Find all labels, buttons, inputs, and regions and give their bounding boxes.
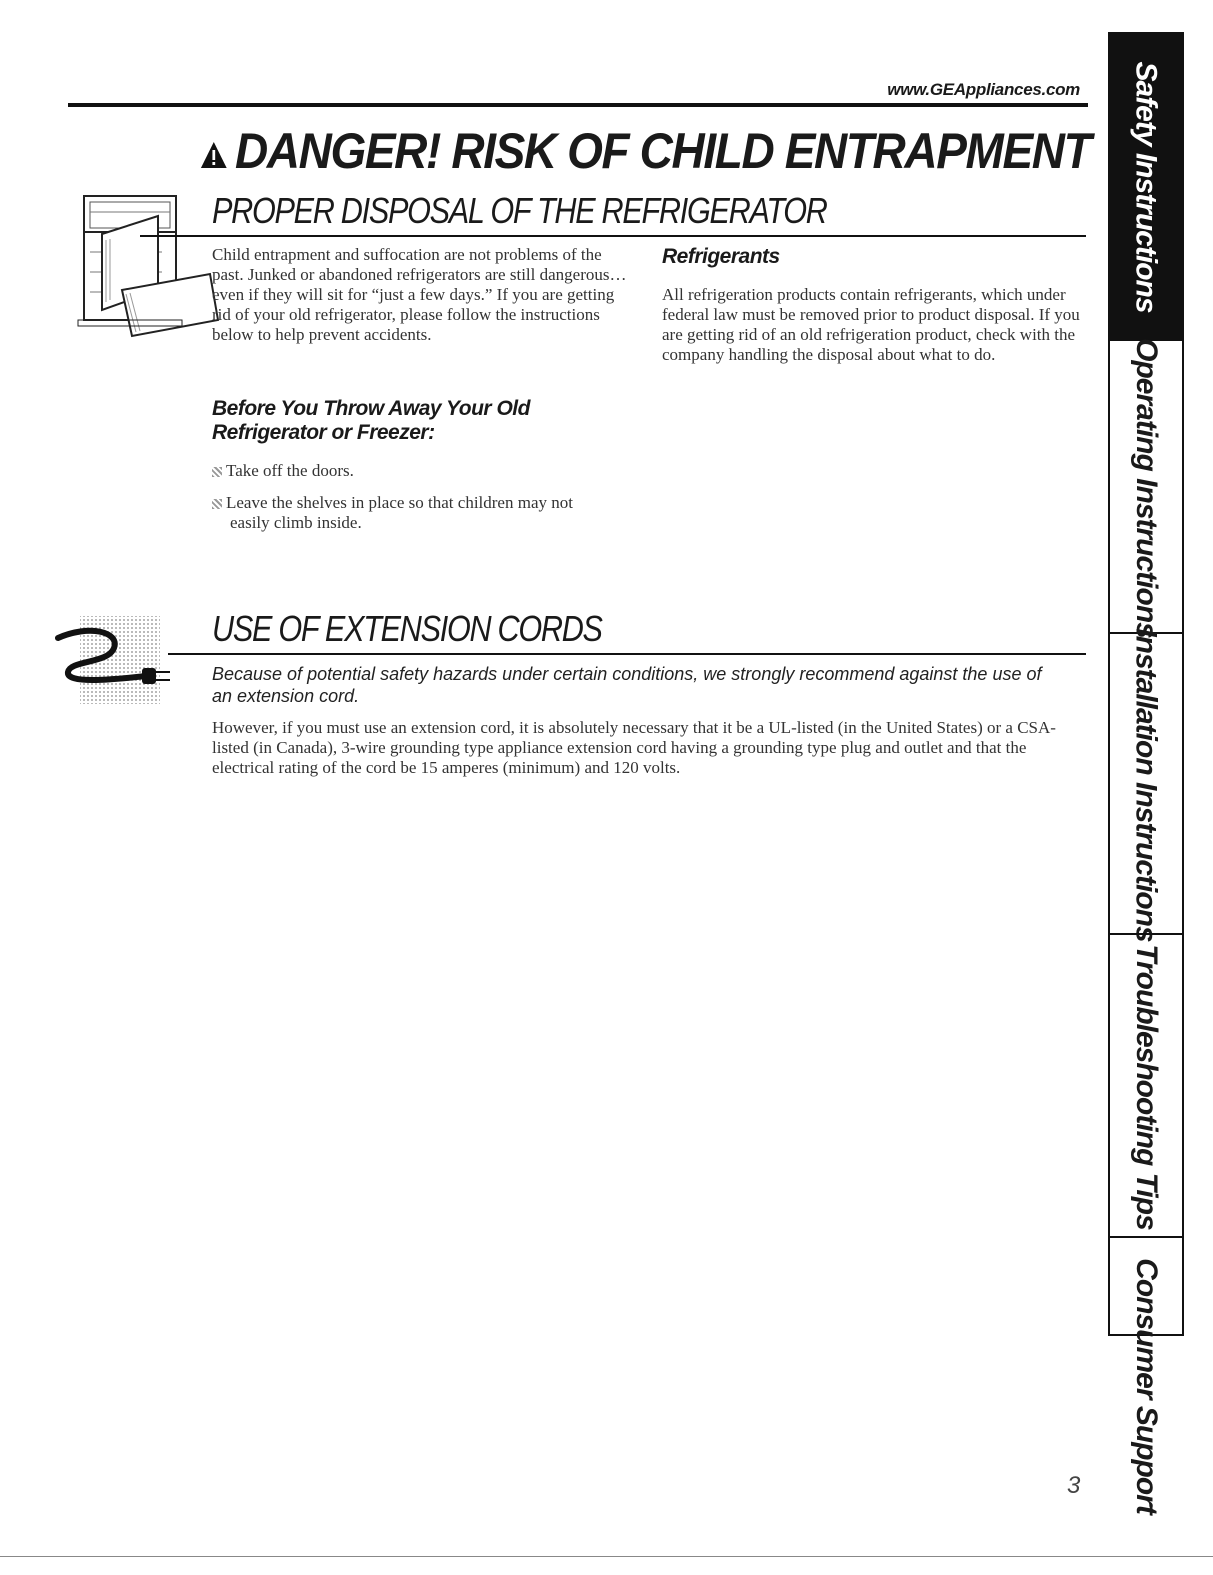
before-heading xyxy=(212,397,632,445)
disposal-intro: Child entrapment and suffocation are not problems of the past. Junked or abandoned refrigerators are still dangerous…even if they will sit for “just a few days.” If you are getting rid of your old refrigerator, please follow the instructions below to help prevent accidents. xyxy=(212,245,627,344)
danger-heading xyxy=(200,122,1090,180)
extension-cord-illustration xyxy=(50,614,180,706)
bullet-icon xyxy=(212,499,222,509)
tab-label: Operating Instructions xyxy=(1130,337,1164,638)
tab-label: Troubleshooting Tips xyxy=(1130,943,1163,1230)
refrigerants-text: All refrigeration products contain refrigerants, which under federal law must be removed prior to product disposal. If you are getting rid of an old refrigeration product, check with the company handling the disposal about what to do. xyxy=(662,285,1080,364)
before-heading-line1: Before You Throw Away Your Old xyxy=(212,397,530,420)
bullet-text: Take off the doors. xyxy=(226,461,354,480)
disposal-rule xyxy=(140,235,1086,237)
extension-warning: Because of potential safety hazards under certain conditions, we strongly recommend against the use of an extension cord. xyxy=(212,664,1042,706)
bullet-icon xyxy=(212,467,222,477)
website-url: www.GEAppliances.com xyxy=(887,80,1080,99)
tab-safety-instructions[interactable] xyxy=(1110,34,1182,339)
list-item xyxy=(212,461,632,481)
bullet-text: Leave the shelves in place so that children may not easily climb inside. xyxy=(226,493,573,532)
before-heading-line2: Refrigerator or Freezer: xyxy=(212,421,435,444)
header-rule xyxy=(68,103,1088,107)
danger-title-text: DANGER! RISK OF CHILD ENTRAPMENT xyxy=(234,123,1091,179)
list-item xyxy=(212,493,610,533)
tab-troubleshooting-tips[interactable] xyxy=(1110,933,1182,1238)
bottom-rule xyxy=(0,1556,1213,1557)
section-tabs xyxy=(1108,32,1184,1514)
tab-operating-instructions[interactable] xyxy=(1110,337,1182,638)
page-number: 3 xyxy=(1067,1472,1081,1499)
disposal-title: PROPER DISPOSAL OF THE REFRIGERATOR xyxy=(212,190,827,231)
warning-triangle-icon xyxy=(200,141,228,169)
refrigerator-illustration xyxy=(62,192,220,342)
extension-title: USE OF EXTENSION CORDS xyxy=(212,608,602,649)
tab-installation-instructions[interactable] xyxy=(1110,627,1182,942)
tab-consumer-support[interactable] xyxy=(1110,1236,1182,1534)
extension-text: However, if you must use an extension cord, it is absolutely necessary that it be a UL-listed (in the United States) or a CSA-listed (in Canada), 3-wire grounding type appliance extension cord having a grounding type plug and outlet and that the electrical rating of the cord be 15 amperes (minimum) and 120 volts. xyxy=(212,718,1056,777)
tab-label: Installation Instructions xyxy=(1130,627,1163,942)
tab-label: Safety Instructions xyxy=(1130,60,1163,313)
extension-rule xyxy=(168,653,1086,655)
refrigerants-heading: Refrigerants xyxy=(662,245,780,268)
tab-label: Consumer Support xyxy=(1130,1258,1164,1514)
